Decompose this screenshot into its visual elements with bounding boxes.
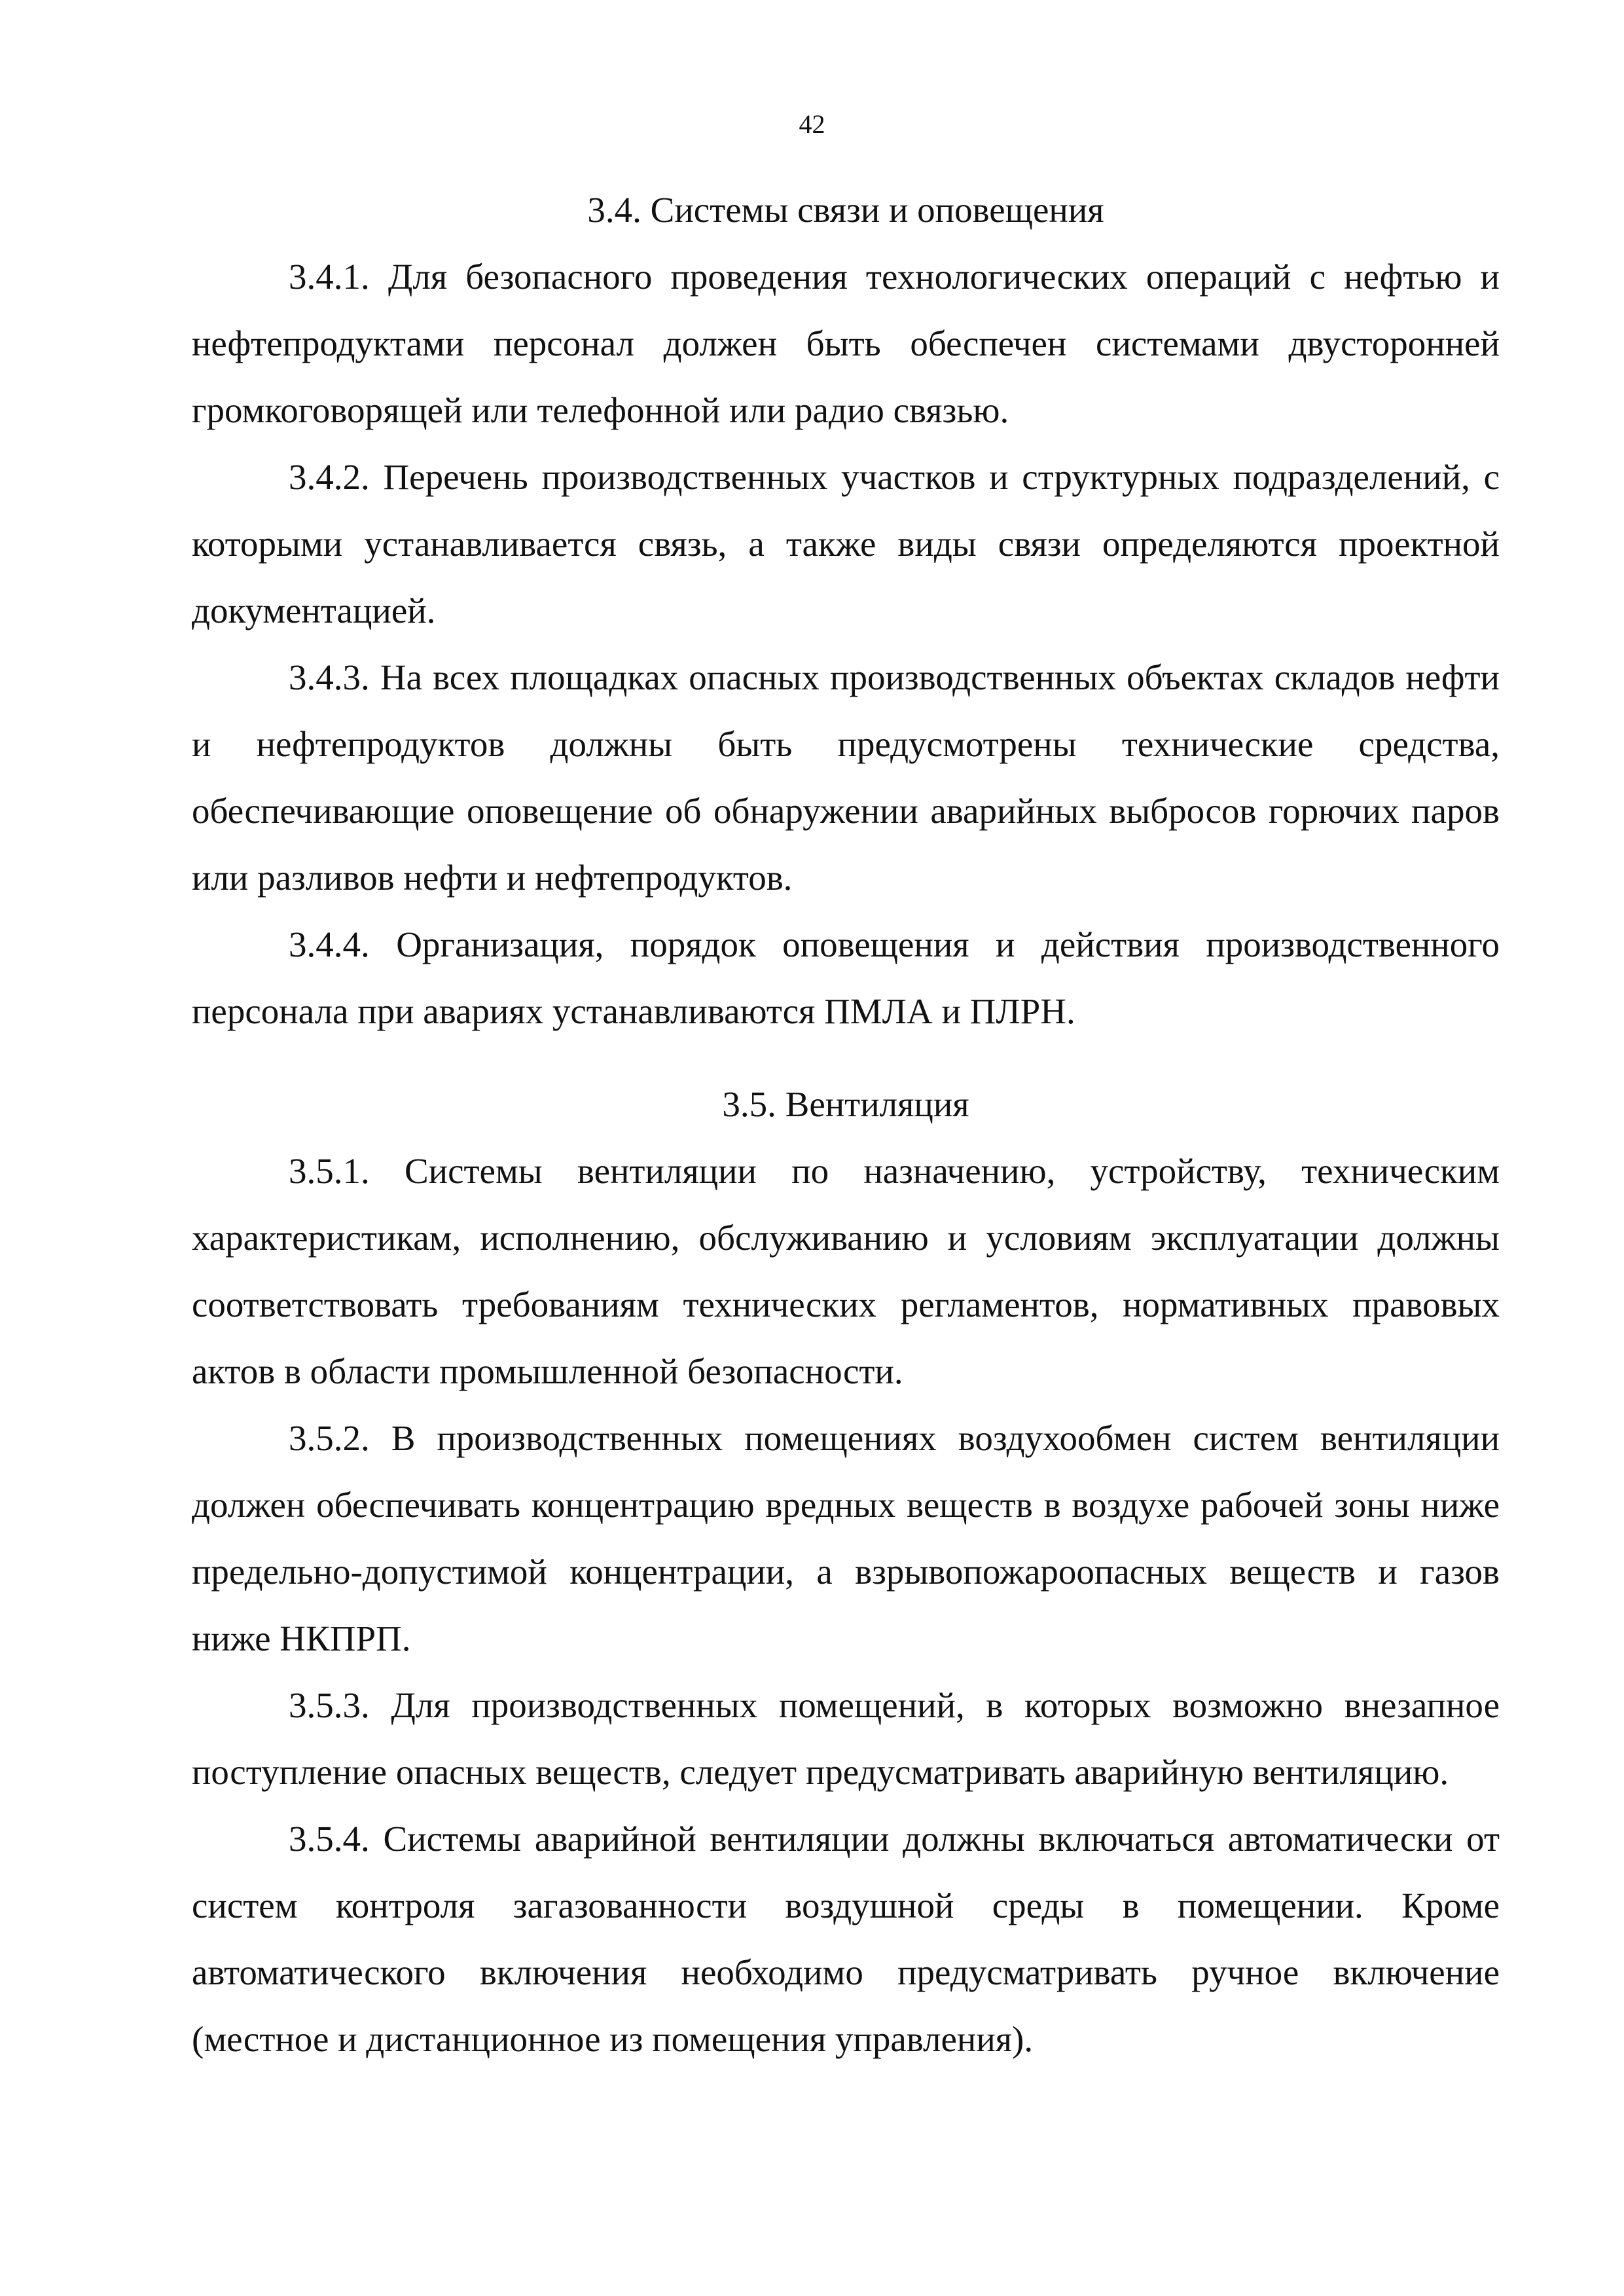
paragraph-3-4-3: 3.4.3. На всех площадках опасных производственных объектах складов нефти и нефтепродуктов должны быть предусмотрены технические средства, обеспечивающие оповещение об обнаружении аварийных выбросов горючих паров или разливов нефти и нефтепродуктов. <box>192 657 1500 898</box>
paragraph-3-5-1: 3.5.1. Системы вентиляции по назначению, устройству, техническим характеристикам, исполнению, обслуживанию и условиям эксплуатации должны соответствовать требованиям технических регламентов, нормативных правовых актов в области промышленной безопасности. <box>192 1151 1500 1391</box>
section-heading-3-4: 3.4. Системы связи и оповещения <box>587 190 1104 230</box>
paragraph-3-4-2: 3.4.2. Перечень производственных участков и структурных подразделений, с которыми устанавливается связь, а также виды связи определяются проектной документацией. <box>192 457 1500 630</box>
section-heading-3-5: 3.5. Вентиляция <box>722 1084 969 1124</box>
paragraph-3-4-4: 3.4.4. Организация, порядок оповещения и действия производственного персонала при авариях устанавливаются ПМЛА и ПЛРН. <box>192 924 1500 1031</box>
paragraph-3-5-3: 3.5.3. Для производственных помещений, в которых возможно внезапное поступление опасных веществ, следует предусматривать аварийную вентиляцию. <box>192 1685 1500 1792</box>
paragraph-3-4-1: 3.4.1. Для безопасного проведения технологических операций с нефтью и нефтепродуктами персонал должен быть обеспечен системами двусторонней громкоговорящей или телефонной или радио связью. <box>192 257 1500 430</box>
paragraph-3-5-4: 3.5.4. Системы аварийной вентиляции должны включаться автоматически от систем контроля загазованности воздушной среды в помещении. Кроме автоматического включения необходимо предусматривать ручное включение (местное и дистанционное из помещения управления). <box>192 1819 1500 2059</box>
document-body <box>192 177 1500 2073</box>
page-number: 42 <box>799 109 825 139</box>
paragraph-3-5-2: 3.5.2. В производственных помещениях воздухообмен систем вентиляции должен обеспечивать концентрацию вредных веществ в воздухе рабочей зоны ниже предельно-допустимой концентрации, а взрывопожароопасных веществ и газов ниже НКПРП. <box>192 1418 1500 1658</box>
